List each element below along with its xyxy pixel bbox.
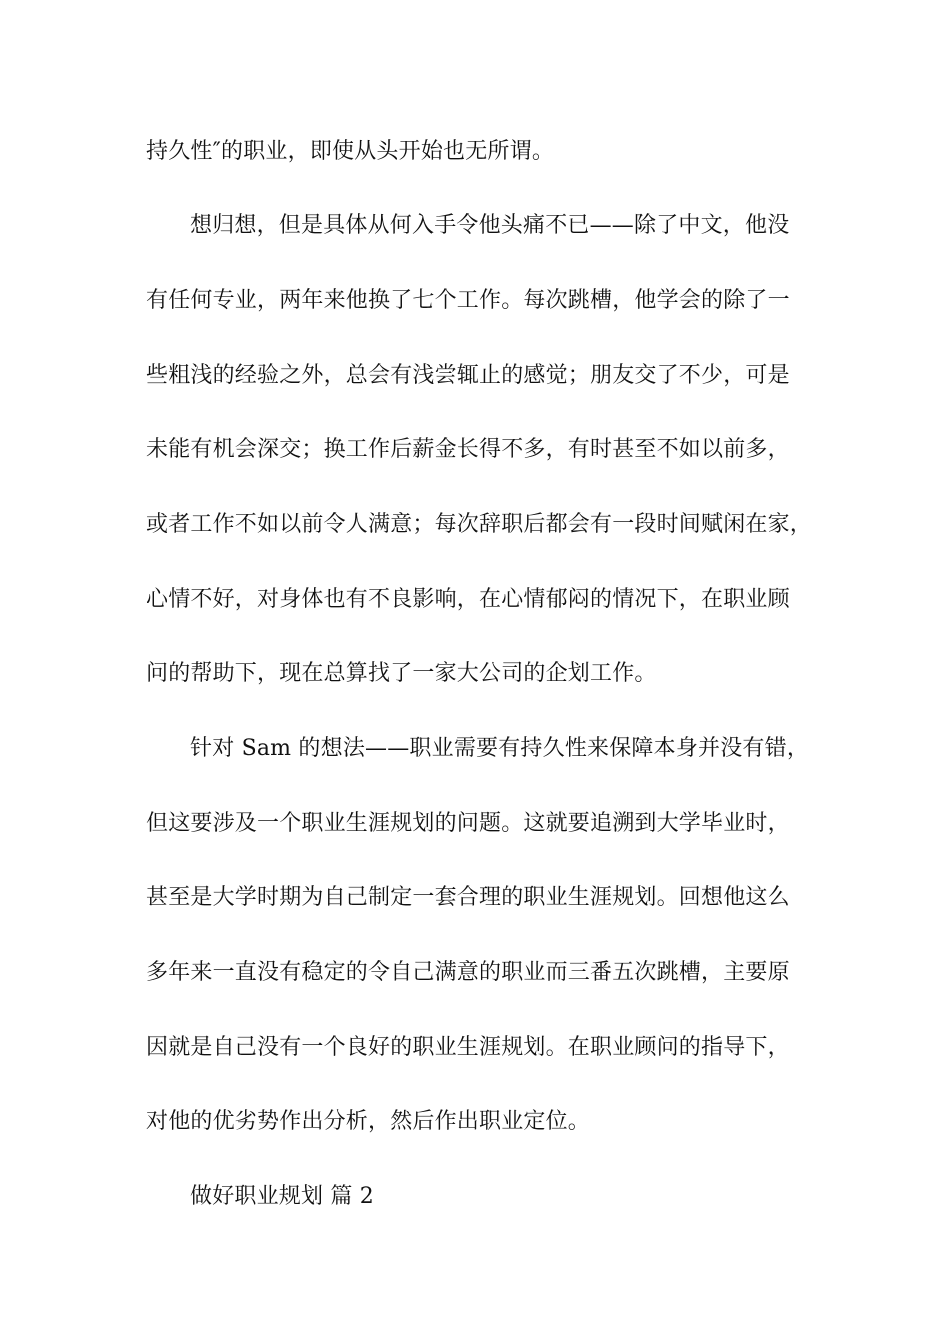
text-line-12: 多年来一直没有稳定的令自己满意的职业而三番五次跳槽，主要原: [146, 960, 790, 985]
text-line-3: 有任何专业，两年来他换了七个工作。每次跳槽，他学会的除了一: [146, 288, 790, 313]
text-line-6: 或者工作不如以前令人满意；每次辞职后都会有一段时间赋闲在家，: [146, 512, 813, 537]
text-line-10: 但这要涉及一个职业生涯规划的问题。这就要追溯到大学毕业时，: [146, 811, 790, 836]
text-line-4: 些粗浅的经验之外，总会有浅尝辄止的感觉；朋友交了不少，可是: [146, 363, 790, 388]
text-line-14: 对他的优劣势作出分析，然后作出职业定位。: [146, 1109, 591, 1134]
text-line-7: 心情不好，对身体也有不良影响，在心情郁闷的情况下，在职业顾: [146, 587, 790, 612]
text-line-13: 因就是自己没有一个良好的职业生涯规划。在职业顾问的指导下，: [146, 1035, 790, 1060]
text-line-1: 持久性″的职业，即使从头开始也无所谓。: [146, 139, 555, 164]
text-line-5: 未能有机会深交；换工作后薪金长得不多，有时甚至不如以前多，: [146, 437, 790, 462]
text-line-11: 甚至是大学时期为自己制定一套合理的职业生涯规划。回想他这么: [146, 885, 790, 910]
text-line-9: 针对 Sam 的想法——职业需要有持久性来保障本身并没有错，: [190, 736, 810, 761]
section-heading: 做好职业规划 篇 2: [190, 1184, 374, 1209]
text-line-8: 问的帮助下，现在总算找了一家大公司的企划工作。: [146, 661, 657, 686]
text-line-2: 想归想，但是具体从何入手令他头痛不已——除了中文，他没: [190, 213, 790, 238]
